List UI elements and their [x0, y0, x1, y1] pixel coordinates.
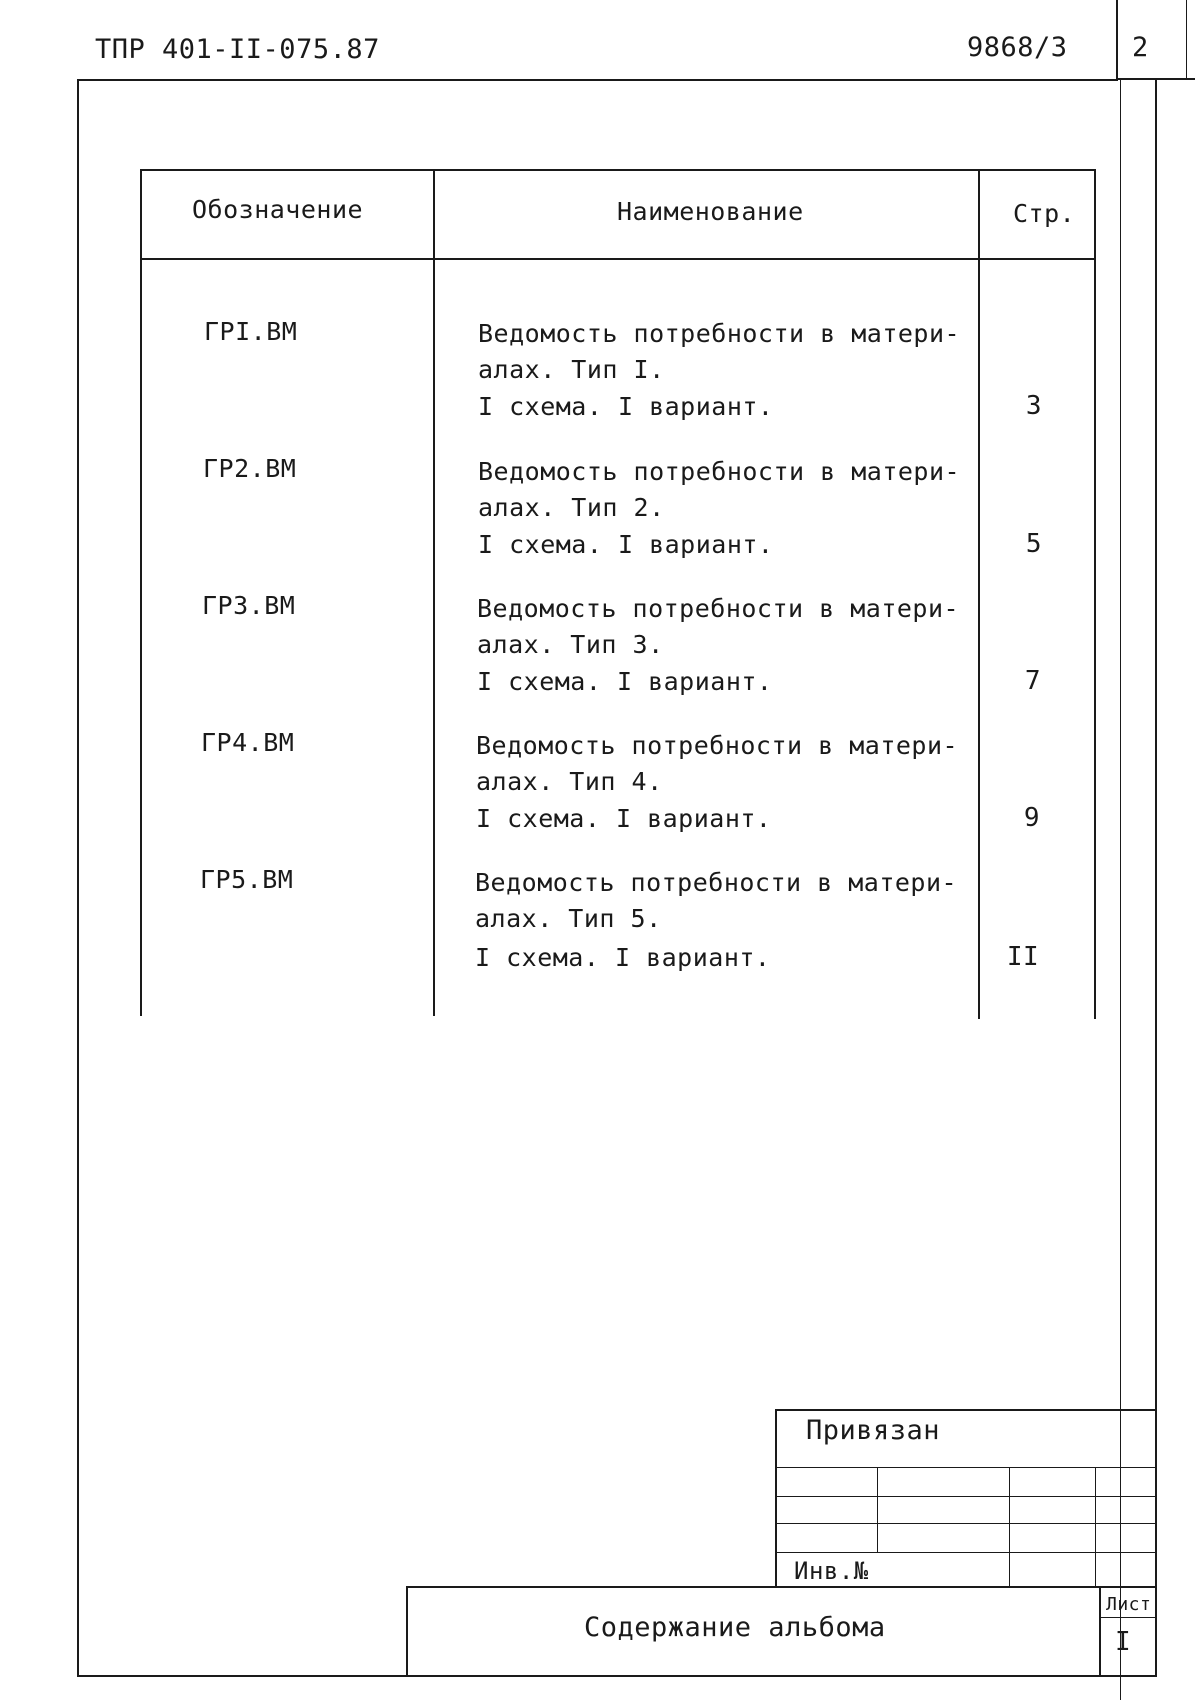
album-number: 9868/3 — [967, 32, 1068, 63]
table-col-divider-2 — [978, 169, 980, 1019]
stamp-grid-col — [1095, 1467, 1096, 1587]
sheet-label: Лист — [1106, 1594, 1152, 1615]
stamp-grid-line — [776, 1523, 1156, 1524]
row-name-line: I схема. I вариант. — [478, 392, 774, 421]
stamp-grid-line — [776, 1496, 1156, 1497]
document-code: ТПР 401-II-075.87 — [95, 34, 380, 65]
row-page: 3 — [1025, 391, 1043, 421]
row-page: 5 — [1025, 529, 1043, 559]
row-name-line: I схема. I вариант. — [477, 667, 773, 696]
stamp-grid-line — [776, 1552, 1156, 1553]
row-designation: ГР4.ВМ — [201, 728, 295, 757]
row-page: II — [1006, 942, 1040, 972]
row-name-line: Ведомость потребности в матери- — [476, 731, 959, 760]
sheet-number: 2 — [1132, 32, 1149, 63]
row-page: 7 — [1024, 666, 1042, 696]
sheet-value: I — [1115, 1627, 1132, 1657]
stamp-left — [775, 1409, 777, 1587]
row-designation: ГР3.ВМ — [202, 591, 296, 620]
title-block-top — [406, 1586, 1157, 1588]
row-designation: ГРI.ВМ — [204, 317, 298, 346]
row-name-line: Ведомость потребности в матери- — [475, 868, 958, 897]
stamp-grid-col — [1009, 1467, 1010, 1587]
column-header-page: Стр. — [1013, 199, 1076, 228]
sheet-right-edge — [1186, 0, 1187, 80]
table-top — [141, 169, 1096, 171]
row-designation: ГР5.ВМ — [200, 865, 294, 894]
row-name-line: алах. Тип I. — [478, 355, 665, 384]
column-header-designation: Обозначение — [192, 195, 364, 224]
stamp-grid-line — [776, 1467, 1156, 1468]
table-left — [140, 169, 142, 1016]
album-contents-title: Содержание альбома — [584, 1612, 886, 1643]
stamp-grid-col — [877, 1467, 878, 1552]
row-name-line: Ведомость потребности в матери- — [478, 457, 961, 486]
stamp-top — [776, 1409, 1157, 1411]
row-name-line: I схема. I вариант. — [476, 804, 772, 833]
title-block-left — [406, 1586, 408, 1676]
table-header-bottom — [141, 258, 1096, 260]
frame-left — [77, 79, 79, 1677]
row-name-line: алах. Тип 4. — [476, 767, 663, 796]
stamp-bound-label: Привязан — [806, 1415, 941, 1446]
header-divider — [1116, 0, 1118, 80]
row-designation: ГР2.ВМ — [203, 454, 297, 483]
row-name-line: I схема. I вариант. — [478, 530, 774, 559]
frame-right — [1155, 80, 1157, 1677]
row-name-line: алах. Тип 2. — [478, 493, 665, 522]
row-name-line: Ведомость потребности в матери- — [477, 594, 960, 623]
frame-top — [78, 79, 1118, 81]
row-name-line: алах. Тип 3. — [477, 630, 664, 659]
row-name-line: Ведомость потребности в матери- — [478, 319, 961, 348]
column-header-name: Наименование — [617, 197, 804, 226]
frame-bottom — [77, 1675, 1157, 1677]
title-block-sheet-divider — [1099, 1586, 1101, 1676]
table-col-divider-1 — [433, 169, 435, 1016]
row-name-line: I схема. I вариант. — [475, 943, 771, 972]
row-name-line: алах. Тип 5. — [475, 904, 662, 933]
row-page: 9 — [1023, 803, 1041, 833]
title-block-sheet-split — [1100, 1617, 1156, 1618]
table-right — [1094, 169, 1096, 1019]
frame-right-inner — [1120, 80, 1121, 1700]
stamp-inv-label: Инв.№ — [794, 1557, 869, 1585]
